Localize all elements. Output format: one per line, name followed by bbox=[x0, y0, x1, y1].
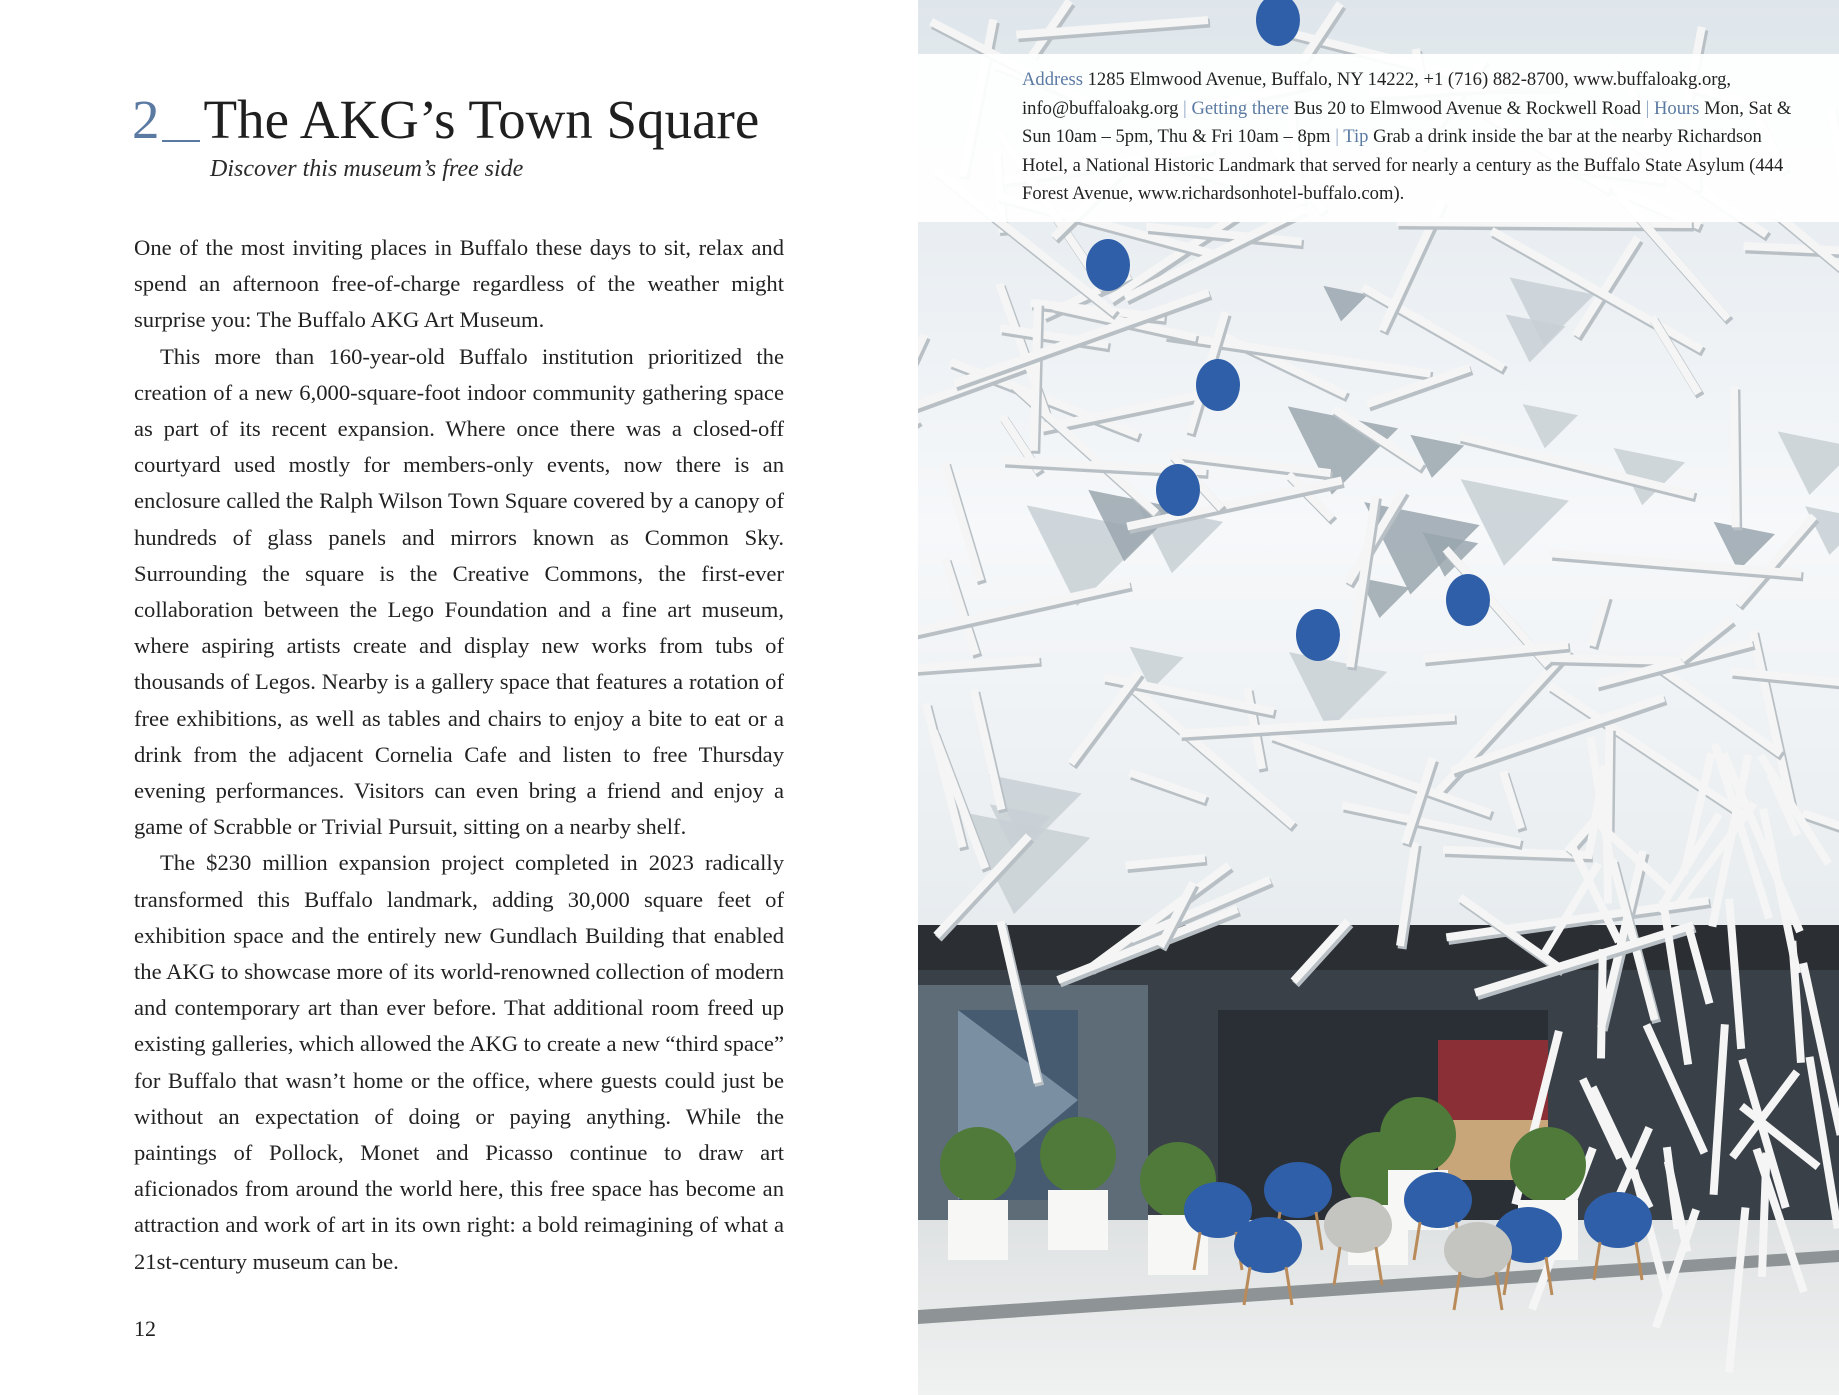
body-text bbox=[134, 230, 784, 1280]
plant bbox=[1040, 1117, 1116, 1193]
lounge-chair bbox=[1324, 1197, 1392, 1253]
pendant-lamp bbox=[1296, 609, 1340, 661]
lattice-beam bbox=[1034, 303, 1038, 451]
lounge-chair bbox=[1404, 1172, 1472, 1228]
pendant-lamp bbox=[1156, 464, 1200, 516]
lounge-chair bbox=[1584, 1192, 1652, 1248]
getting-there-value: Bus 20 to Elmwood Avenue & Rockwell Road bbox=[1293, 97, 1641, 119]
shop-shelves bbox=[1438, 1040, 1548, 1120]
chapter-subtitle: Discover this museum’s free side bbox=[210, 156, 524, 182]
planter bbox=[1048, 1190, 1108, 1250]
address-label: Address bbox=[1022, 69, 1083, 90]
paragraph-3: The $230 million expansion project completed in 2023 radically transformed this Buffalo landmark, adding 30,000 square feet of exhibition space and the entirely new Gundlach Building that enabled the AKG to showcase more of its world-renowned collection of modern and contemporary art than ever before. That additional room freed up existing galleries, which allowed the AKG to create a new “third space” for Buffalo that wasn’t home or the office, where guests could just be without an expectation of doing or paying anything. While the paintings of Pollock, Monet and Picasso continue to draw art aficionados from around the world here, this free space has become an attraction and work of art in its own right: a bold reimagining of what a 21st-century museum can be. bbox=[134, 850, 784, 1274]
chapter-number: 2 bbox=[132, 89, 160, 150]
hours-label: Hours bbox=[1653, 97, 1700, 119]
pendant-lamp bbox=[1196, 359, 1240, 411]
tip-value: Grab a drink inside the bar at the nearby Richardson Hotel, a National Historic Landmark that served for nearly a century as the Buffalo State Asylum (444 Forest Avenue, www.richardsonhotel-buffalo.com). bbox=[1022, 126, 1784, 205]
separator: | bbox=[1183, 97, 1187, 119]
lattice-column-beam bbox=[1606, 794, 1608, 904]
lounge-chair bbox=[1264, 1162, 1332, 1218]
paragraph-1: One of the most inviting places in Buffalo these days to sit, relax and spend an afternoon free-of-charge regardless of the weather might surprise you: The Buffalo AKG Art Museum. bbox=[134, 235, 784, 333]
hours-value: Mon, Sat & Sun 10am – 5pm, Thu & Fri 10am – 8pm bbox=[1022, 97, 1792, 148]
paragraph-2: This more than 160-year-old Buffalo institution prioritized the creation of a new 6,000-square-foot indoor community gathering space as part of its recent expansion. Where once there was a closed-off courtyard used mostly for members-only events, now there is an enclosure called the Ralph Wilson Town Square covered by a canopy of hundreds of glass panels and mirrors known as Common Sky. Surrounding the square is the Creative Commons, the first-ever collaboration between the Lego Foundation and a fine art museum, where aspiring artists create and display new works from tubs of thousands of Legos. Nearby is a gallery space that features a rotation of free exhibitions, as well as tables and chairs to enjoy a bite to eat or a drink from the adjacent Cornelia Cafe and listen to free Thursday evening performances. Visitors can even bring a friend and enjoy a game of Scrabble or Trivial Pursuit, sitting on a nearby shelf. bbox=[134, 343, 784, 840]
chapter-title: The AKG’s Town Square bbox=[203, 89, 760, 150]
pendant-lamp bbox=[1446, 574, 1490, 626]
lounge-chair bbox=[1444, 1222, 1512, 1278]
chapter-rule bbox=[162, 140, 200, 142]
left-page bbox=[0, 0, 918, 1395]
page-number: 12 bbox=[134, 1316, 156, 1341]
lattice-beam bbox=[1546, 658, 1680, 661]
separator: | bbox=[1335, 126, 1339, 148]
tip-label: Tip bbox=[1343, 126, 1369, 148]
plant bbox=[1510, 1127, 1586, 1203]
plant bbox=[1380, 1097, 1456, 1173]
chapter-heading bbox=[132, 86, 759, 154]
right-page bbox=[918, 0, 1839, 1395]
lattice-beam bbox=[1734, 387, 1736, 528]
pendant-lamp bbox=[1086, 239, 1130, 291]
info-text bbox=[1022, 66, 1812, 209]
planter bbox=[948, 1200, 1008, 1260]
address-value: 1285 Elmwood Avenue, Buffalo, NY 14222, +1 (716) 882-8700, www.buffaloakg.org, info@buffaloakg.org bbox=[1022, 69, 1732, 119]
lounge-chair bbox=[1234, 1217, 1302, 1273]
plant bbox=[940, 1127, 1016, 1203]
separator: | bbox=[1645, 97, 1650, 119]
getting-there-label: Getting there bbox=[1191, 97, 1290, 119]
lattice-column-beam bbox=[1601, 949, 1603, 1058]
